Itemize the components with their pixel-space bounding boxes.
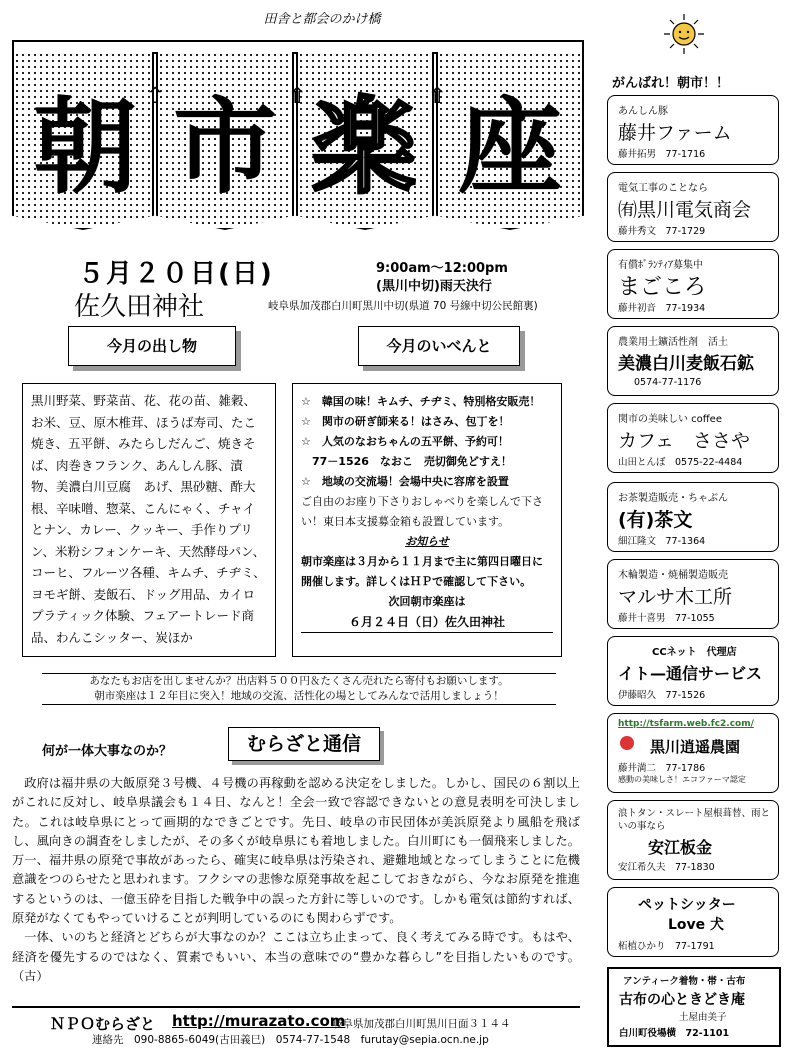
sun-icon bbox=[662, 12, 706, 56]
ad-contact: 藤井十喜男 77-1055 bbox=[618, 613, 715, 624]
ad-subtitle: 関市の美味しい coffee bbox=[618, 414, 722, 425]
ad-subtitle: ペットシッター bbox=[638, 897, 736, 913]
event-item: ☆ 人気のなおちゃんの五平餅、予約可！ bbox=[301, 435, 509, 448]
events-tab: 今月のいべんと bbox=[358, 326, 520, 366]
ad-subtitle: 農業用土鑛活性剤 活土 bbox=[618, 337, 728, 348]
ad-subtitle: 電気工事のことなら bbox=[618, 183, 708, 194]
ad-subtitle: 有償ﾎﾞﾗﾝﾃｨｱ募集中 bbox=[618, 260, 703, 271]
tomato-icon bbox=[620, 736, 634, 750]
ad-subtitle: 木輪製造・焼桶製造販売 bbox=[618, 570, 728, 581]
event-item: ☆ 韓国の味！キムチ、チヂミ、特別格安販売！ bbox=[301, 395, 541, 408]
title-char-2: 市 bbox=[172, 86, 277, 208]
ad-url: http://tsfarm.web.fc2.com/ bbox=[618, 719, 754, 729]
footer-contact: 連絡先 090-8865-6049(古田義巳) 0574-77-1548 furutay@sepia.ocn.ne.jp bbox=[92, 1034, 489, 1046]
ad-subtitle: アンティーク着物・帯・古布 bbox=[623, 976, 746, 987]
article-paragraph: 一体、いのちと経済とどちらが大事なのか？ここは立ち止まって、良く考えてみる時です。もはや、経済を優先するのではなく、質素でもいい、本当の意味での“豊かな暮らし”を目指したいものです。（古） bbox=[12, 930, 580, 983]
banner-line: あなたもお店を出しませんか？出店料５００円＆たくさん売れたら寄付もお願いします。 bbox=[89, 675, 509, 687]
ad-contact: 土屋由美子 bbox=[679, 1012, 727, 1023]
title-char-1: 朝 bbox=[32, 86, 137, 208]
ad-contact: 安江希久夫 77-1830 bbox=[618, 862, 715, 873]
ad-contact: 藤井満二 77-1786 bbox=[618, 763, 706, 774]
ad-contact: 伊藤昭久 77-1526 bbox=[618, 690, 706, 701]
ad-name: ㈲黒川電気商会 bbox=[618, 199, 752, 221]
ad-name: Love 犬 bbox=[668, 917, 725, 933]
sidebar-ad bbox=[607, 482, 779, 552]
ad-contact: 0574-77-1176 bbox=[634, 377, 702, 388]
ad-contact: 山田とんぼ 0575-22-4484 bbox=[618, 457, 743, 468]
sidebar-ad bbox=[607, 95, 779, 165]
footer-org: ＮＰＯむらざと bbox=[50, 1015, 156, 1033]
event-item: 77－1526 なおこ 売切御免どすえ！ bbox=[301, 455, 512, 468]
ad-name: 藤井ファーム bbox=[618, 122, 732, 144]
ad-name: まごころ bbox=[618, 275, 707, 300]
title-char-4: 座 bbox=[457, 86, 562, 208]
ad-name: カフェ ささや bbox=[618, 430, 751, 452]
newsletter-article bbox=[12, 774, 580, 986]
next-label: 次回朝市楽座は bbox=[388, 595, 466, 608]
newsletter-title: むらざと通信 bbox=[228, 727, 380, 761]
sidebar-ad bbox=[607, 326, 779, 396]
ad-subtitle: あんしん豚 bbox=[618, 106, 668, 117]
ad-contact: 藤井秀文 77-1729 bbox=[618, 226, 706, 237]
footer-url-link[interactable]: http://murazato.com bbox=[172, 1012, 346, 1030]
goods-tab: 今月の出し物 bbox=[68, 326, 236, 366]
ad-address: 白川町役場横 72-1101 bbox=[619, 1028, 730, 1039]
ad-name: イト—通信サービス bbox=[618, 664, 763, 683]
sidebar-cheer: がんばれ！朝市！！ bbox=[612, 76, 730, 91]
sidebar-ad bbox=[607, 713, 779, 793]
noren-rod bbox=[12, 40, 584, 54]
ad-contact: 柘植ひかり 77-1791 bbox=[618, 941, 715, 952]
ad-subtitle: CCネット 代理店 bbox=[652, 647, 737, 658]
event-item: ☆ 地域の交流場！会場中央に容席を設置 bbox=[301, 475, 509, 488]
ad-name: (有)茶文 bbox=[618, 509, 693, 531]
ad-name: 美濃白川麦飯石鉱 bbox=[618, 354, 754, 374]
ad-name: 古布の心ときどき庵 bbox=[619, 992, 745, 1008]
newsletter-question: 何が一体大事なのか？ bbox=[42, 744, 173, 759]
ad-subtitle: お茶製造販売・ちゃぶん bbox=[618, 493, 728, 504]
event-place: 佐久田神社 bbox=[74, 292, 205, 322]
footer-address: 岐阜県加茂郡白川町黒川日面３１４４ bbox=[332, 1018, 511, 1030]
notice-text: 朝市楽座は３月から１１月まで主に第四日曜日に開催します。詳しくはＨＰで確認して下さい。 bbox=[301, 555, 543, 588]
banner-line: 朝市楽座は１２年目に突入！地域の交流、活性化の場としてみんなで活用しましょう！ bbox=[94, 690, 504, 702]
ad-tagline: 感動の美味しさ！エコファーマ認定 bbox=[618, 775, 746, 784]
sidebar-ad bbox=[607, 249, 779, 319]
sidebar-ad bbox=[607, 559, 779, 629]
next-date: ６月２４日（日）佐久田神社 bbox=[301, 612, 553, 633]
ad-contact: 藤井初音 77-1934 bbox=[618, 303, 706, 314]
event-time: 9:00am～12:00pm bbox=[376, 261, 508, 276]
hook-icon: ⇧ bbox=[428, 84, 447, 109]
sidebar-ad bbox=[607, 636, 779, 706]
recruit-banner bbox=[42, 673, 556, 705]
ad-name: マルサ木工所 bbox=[618, 586, 733, 608]
event-date: ５月２０日(日) bbox=[78, 259, 274, 289]
goods-list: 黒川野菜、野菜苗、花、花の苗、雑穀、お米、豆、原木椎茸、ほうば寿司、たこ焼き、五平餅、みたらしだんご、焼きそば、肉巻きフランク、あんしん豚、漬物、美濃白川豆腐 あげ、黒砂糖、酢大根、辛味噌、惣菜、こんにゃく、チャイとナン、カレー、クッキー、手作りプリン、米粉シフォンケーキ、天然酵母パン、コーヒ、フルーツ各種、キムチ、チヂミ、ヨモギ餅、麦飯石、ドッグ用品、カイロプラティック体験、フェアートレード商品、わんこシッター、炭ほか bbox=[22, 383, 276, 657]
event-item: ご自由のお座り下さりおしゃべりを楽しんで下さい！東日本支援募金箱も設置しています。 bbox=[301, 495, 543, 528]
ad-contact: 藤井拓男 77-1716 bbox=[618, 149, 706, 160]
ad-subtitle: 浪トタン・スレート屋根葺替、雨といの事なら bbox=[618, 808, 771, 832]
sidebar-ad bbox=[607, 800, 779, 880]
sidebar-ad bbox=[607, 403, 779, 473]
sidebar-ad bbox=[607, 887, 779, 957]
event-item: ☆ 関市の研ぎ師来る！はさみ、包丁を！ bbox=[301, 415, 510, 428]
sidebar-ad bbox=[607, 967, 781, 1047]
events-box bbox=[292, 383, 562, 657]
event-address: 岐阜県加茂郡白川町黒川中切(県道 70 号線中切公民館裏) bbox=[268, 300, 538, 312]
notice-title: お知らせ bbox=[405, 535, 449, 548]
ad-name: 安江板金 bbox=[648, 838, 713, 857]
ad-name: 黒川逍遥農園 bbox=[650, 738, 741, 756]
ad-contact: 細江隆文 77-1364 bbox=[618, 536, 706, 547]
header-subtitle: 田舎と都会のかけ橋 bbox=[263, 12, 381, 27]
hook-icon: ⇧ bbox=[146, 84, 165, 109]
article-paragraph: 政府は福井県の大飯原発３号機、４号機の再稼動を認める決定をしました。しかし、国民の６割以上がこれに反対し、岐阜県議会も１４日、なんと！全会一致で容認できないとの意見表明を可決しました。これは岐阜県にとって画期的なできごとです。先日、岐阜の市民団体が美浜原発より風船を飛ばし、風向きの調査をしましたが、その多くが岐阜県にも着地しました。白川町にも一個飛来しました。万一、福井県の原発で事故があったら、確実に岐阜県は汚染され、避難地域となってしまうことに危機意識をつのらせたと思われます。フクシマの悲惨な原発事故を起こしておきながら、今なお原発を推進するというのは、一億玉砕を目指した戦争中の誤った方針に等しいのです。しかも電気は節約すれば、原発がなくてもやっていけることが判明しているのにも関わらずです。 bbox=[12, 776, 580, 926]
title-char-3: 楽 bbox=[311, 86, 416, 208]
event-rain-note: (黒川中切)雨天決行 bbox=[376, 279, 492, 294]
hook-icon: ⇧ bbox=[288, 84, 307, 109]
sidebar-ad bbox=[607, 172, 779, 242]
